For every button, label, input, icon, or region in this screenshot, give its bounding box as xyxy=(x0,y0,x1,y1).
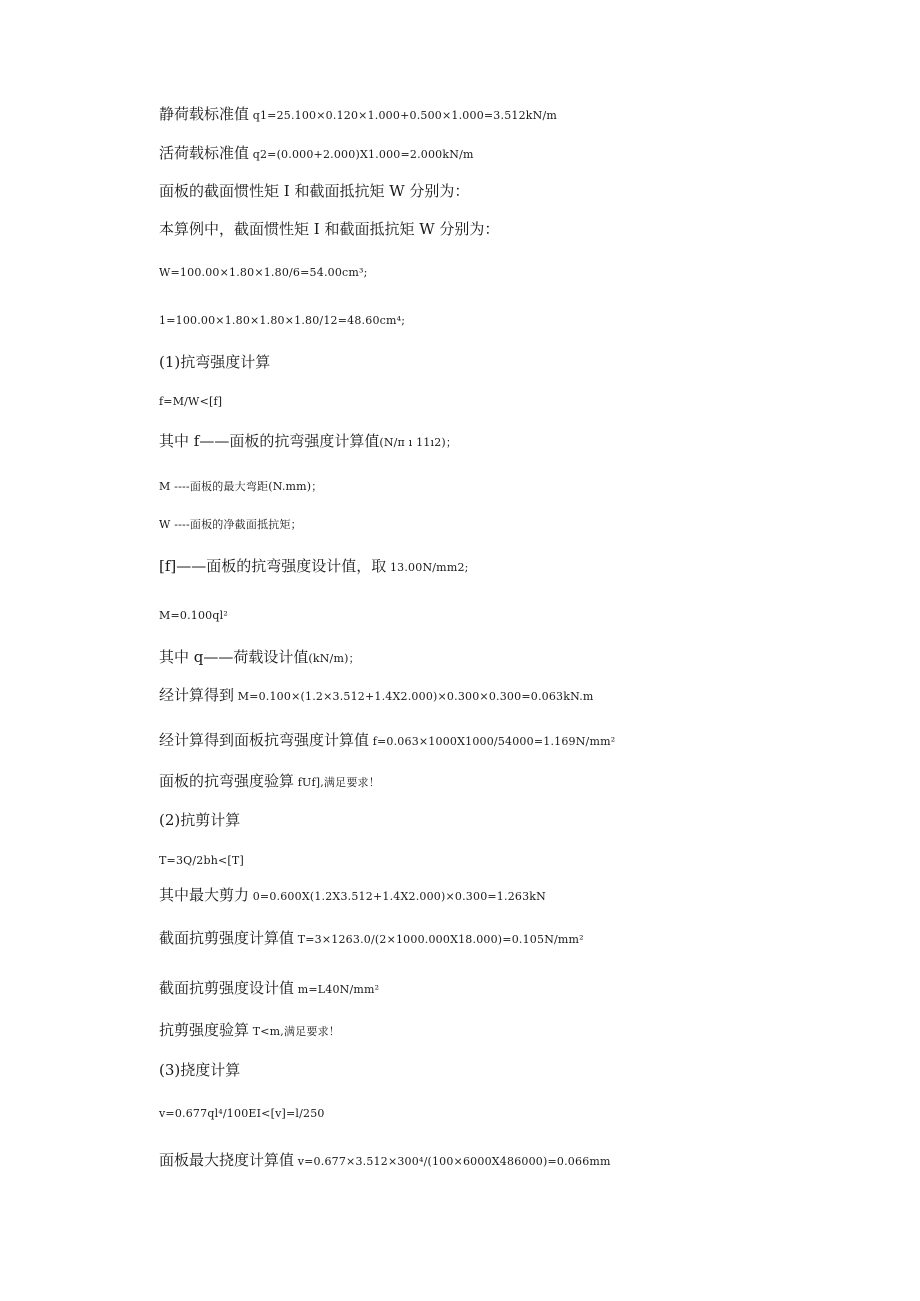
formula-text: f=0.063×1000X1000/54000=1.169N/mm² xyxy=(369,735,616,748)
line-text: [f]——面板的抗弯强度设计值，取 xyxy=(159,557,387,575)
shear-design-value-line xyxy=(159,980,379,996)
bending-formula-line xyxy=(159,392,222,408)
line-text: 经计算得到 xyxy=(159,686,235,704)
q-definition-line xyxy=(159,649,360,665)
line-text: 截面抗剪强度设计值 xyxy=(159,979,295,997)
formula-text: m=L40N/mm² xyxy=(294,983,380,996)
line-text: 本算例中，截面惯性矩 I 和截面抵抗矩 W 分别为： xyxy=(159,220,500,238)
line-text: 其中 q——荷载设计值 xyxy=(159,648,309,666)
max-shear-line xyxy=(159,887,546,903)
formula-text: 0=0.600X(1.2X3.512+1.4X2.000)×0.300=1.263kN xyxy=(249,890,546,903)
formula-text: T<m,满足要求！ xyxy=(249,1025,340,1038)
moment-result-line xyxy=(159,687,594,703)
deflection-heading xyxy=(159,1062,240,1078)
line-text: 其中 f——面板的抗弯强度计算值 xyxy=(159,432,380,450)
section-props-line xyxy=(159,183,469,199)
formula-text: 13.00N/mm2; xyxy=(386,561,469,574)
line-text: (3)挠度计算 xyxy=(159,1061,241,1079)
line-text: (2)抗剪计算 xyxy=(159,811,241,829)
deflection-result-line xyxy=(159,1152,611,1168)
bending-m-definition xyxy=(159,477,323,493)
bending-heading xyxy=(159,354,270,370)
shear-formula-line xyxy=(159,851,244,867)
line-text: 面板最大挠度计算值 xyxy=(159,1151,295,1169)
moment-formula-line xyxy=(159,606,228,622)
line-text: 静荷载标准值 xyxy=(159,105,250,123)
formula-text: f=M/W<[f] xyxy=(159,395,223,408)
section-modulus-line xyxy=(159,263,368,279)
line-text: 截面抗剪强度计算值 xyxy=(159,929,295,947)
line-text: 活荷载标准值 xyxy=(159,144,250,162)
line-text: 面板的截面惯性矩 I 和截面抵抗矩 W 分别为： xyxy=(159,182,470,200)
formula-text: M=0.100ql² xyxy=(159,609,228,622)
bending-f-definition xyxy=(159,433,457,449)
formula-text: v=0.677ql⁴/100EI<[v]=l/250 xyxy=(159,1107,325,1120)
formula-text: M=0.100×(1.2×3.512+1.4X2.000)×0.300×0.300=0.063kN.m xyxy=(234,690,594,703)
bending-stress-result-line xyxy=(159,732,615,748)
bending-w-definition xyxy=(159,515,302,531)
example-props-line xyxy=(159,221,499,237)
formula-text: (N/π ı 11ı2)； xyxy=(379,436,458,449)
formula-text: q2=(0.000+2.000)X1.000=2.000kN/m xyxy=(249,148,474,161)
dead-load-line xyxy=(159,106,557,122)
line-text: 面板的抗弯强度验算 xyxy=(159,772,295,790)
formula-text: v=0.677×3.512×300⁴/(100×6000X486000)=0.066mm xyxy=(294,1155,611,1168)
formula-text: (kN/m)； xyxy=(308,652,360,665)
line-text: 其中最大剪力 xyxy=(159,886,250,904)
line-text: 抗剪强度验算 xyxy=(159,1021,250,1039)
bending-check-line xyxy=(159,773,380,789)
formula-text: T=3×1263.0/(2×1000.000X18.000)=0.105N/mm² xyxy=(294,933,584,946)
formula-text: W ----面板的净截面抵抗矩； xyxy=(159,518,302,531)
shear-stress-result-line xyxy=(159,930,584,946)
formula-text: T=3Q/2bh<[T] xyxy=(159,854,244,867)
line-text: (1)抗弯强度计算 xyxy=(159,353,271,371)
shear-check-line xyxy=(159,1022,340,1038)
formula-text: 1=100.00×1.80×1.80×1.80/12=48.60cm⁴; xyxy=(159,314,406,327)
formula-text: q1=25.100×0.120×1.000+0.500×1.000=3.512kN/m xyxy=(249,109,558,122)
line-text: 经计算得到面板抗弯强度计算值 xyxy=(159,731,370,749)
deflection-formula-line xyxy=(159,1104,325,1120)
shear-heading xyxy=(159,812,240,828)
moment-of-inertia-line xyxy=(159,311,405,327)
formula-text: M ----面板的最大弯距(N.mm)； xyxy=(159,480,323,493)
live-load-line xyxy=(159,145,474,161)
formula-text: fUf],满足要求！ xyxy=(294,776,380,789)
bending-design-value-line xyxy=(159,558,469,574)
formula-text: W=100.00×1.80×1.80/6=54.00cm³; xyxy=(159,266,368,279)
